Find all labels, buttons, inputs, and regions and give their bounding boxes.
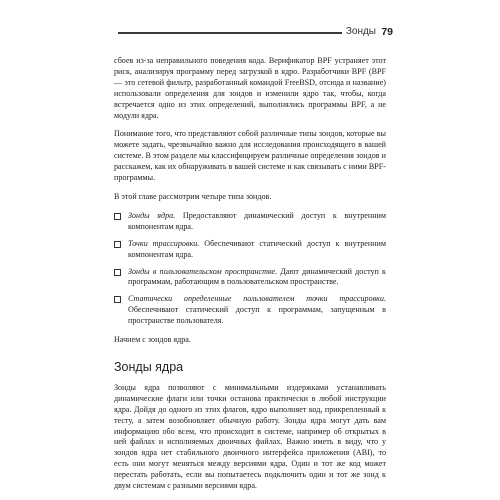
- list-item-text: Дают динамический доступ к программам, работающим в пользовательском пространстве.: [128, 266, 386, 287]
- list-item: [114, 211, 386, 233]
- running-header: [0, 24, 500, 44]
- paragraph-5: Зонды ядра позволяют с минимальными издержками устанавливать динамические флаги или точки останова практически в любой инструкции ядра. Дойдя до одного из этих флагов, ядро выполняет код, прикрепленный к тесту, а затем возобновляет обычную работу. Зонды ядра могут дать вам информацию обо всем, что происходит в системе, например об открытых в ней файлах и исполняемых двоичных файлах. Важно иметь в виду, что у зондов ядра нет стабильного двоичного интерфейса приложения (ABI), то есть они могут меняться между версиями ядра. Один и тот же код может перестать работать, если вы попытаетесь подключить один и тот же зонд к двум системам с разными версиями ядра.: [114, 382, 386, 491]
- list-item-text: Обеспечивают статический доступ к внутренним компонентам ядра.: [128, 238, 387, 259]
- checkbox-bullet-icon: [114, 241, 121, 248]
- header-section-title: Зонды: [342, 24, 376, 40]
- paragraph-4: Начнем с зондов ядра.: [114, 335, 191, 345]
- list-item-term: Статически определенные пользователем точки трассировки.: [128, 294, 386, 304]
- probe-types-list: [114, 211, 386, 327]
- checkbox-bullet-icon: [114, 296, 121, 303]
- paragraph-1: сбоев из-за неправильного поведения кода. Верификатор BPF устраняет этот риск, анализируя программу перед загрузкой в ядро. Разработчики BPF (BPF — это сетевой фильтр, разработанный командой FreeBSD, отсюда и название) использовали определения для зондов и изменили ядро так, чтобы, когда встречается одно из этих определений, выполнялись программы BPF, а не модули ядра.: [114, 56, 386, 120]
- list-item-term: Точки трассировки.: [128, 238, 200, 248]
- list-item-text: Предоставляют динамический доступ к внутренним компонентам ядра.: [128, 210, 386, 231]
- paragraph-3: В этой главе рассмотрим четыре типа зондов.: [114, 191, 272, 201]
- checkbox-bullet-icon: [114, 213, 121, 220]
- list-item-term: Зонды в пользовательском пространстве.: [128, 266, 278, 276]
- page-body: [114, 56, 386, 500]
- list-item: [114, 267, 386, 289]
- header-rule: [118, 32, 352, 34]
- paragraph-2: Понимание того, что представляют собой различные типы зондов, которые вы можете задать, чрезвычайно важно для исследования происходящего в вашей системе. В этом разделе мы классифицируем различные определения зондов и расскажем, как их обнаруживать в вашей системе и как связывать с ними BPF-программы.: [114, 129, 386, 183]
- list-item-term: Зонды ядра.: [128, 210, 176, 220]
- list-item-text: Обеспечивают статический доступ к программам, запущенным в пространстве пользователя.: [128, 305, 386, 326]
- list-item: [114, 239, 386, 261]
- page-number: 79: [381, 26, 393, 38]
- checkbox-bullet-icon: [114, 269, 121, 276]
- section-heading: Зонды ядра: [114, 359, 184, 374]
- list-item: [114, 294, 386, 327]
